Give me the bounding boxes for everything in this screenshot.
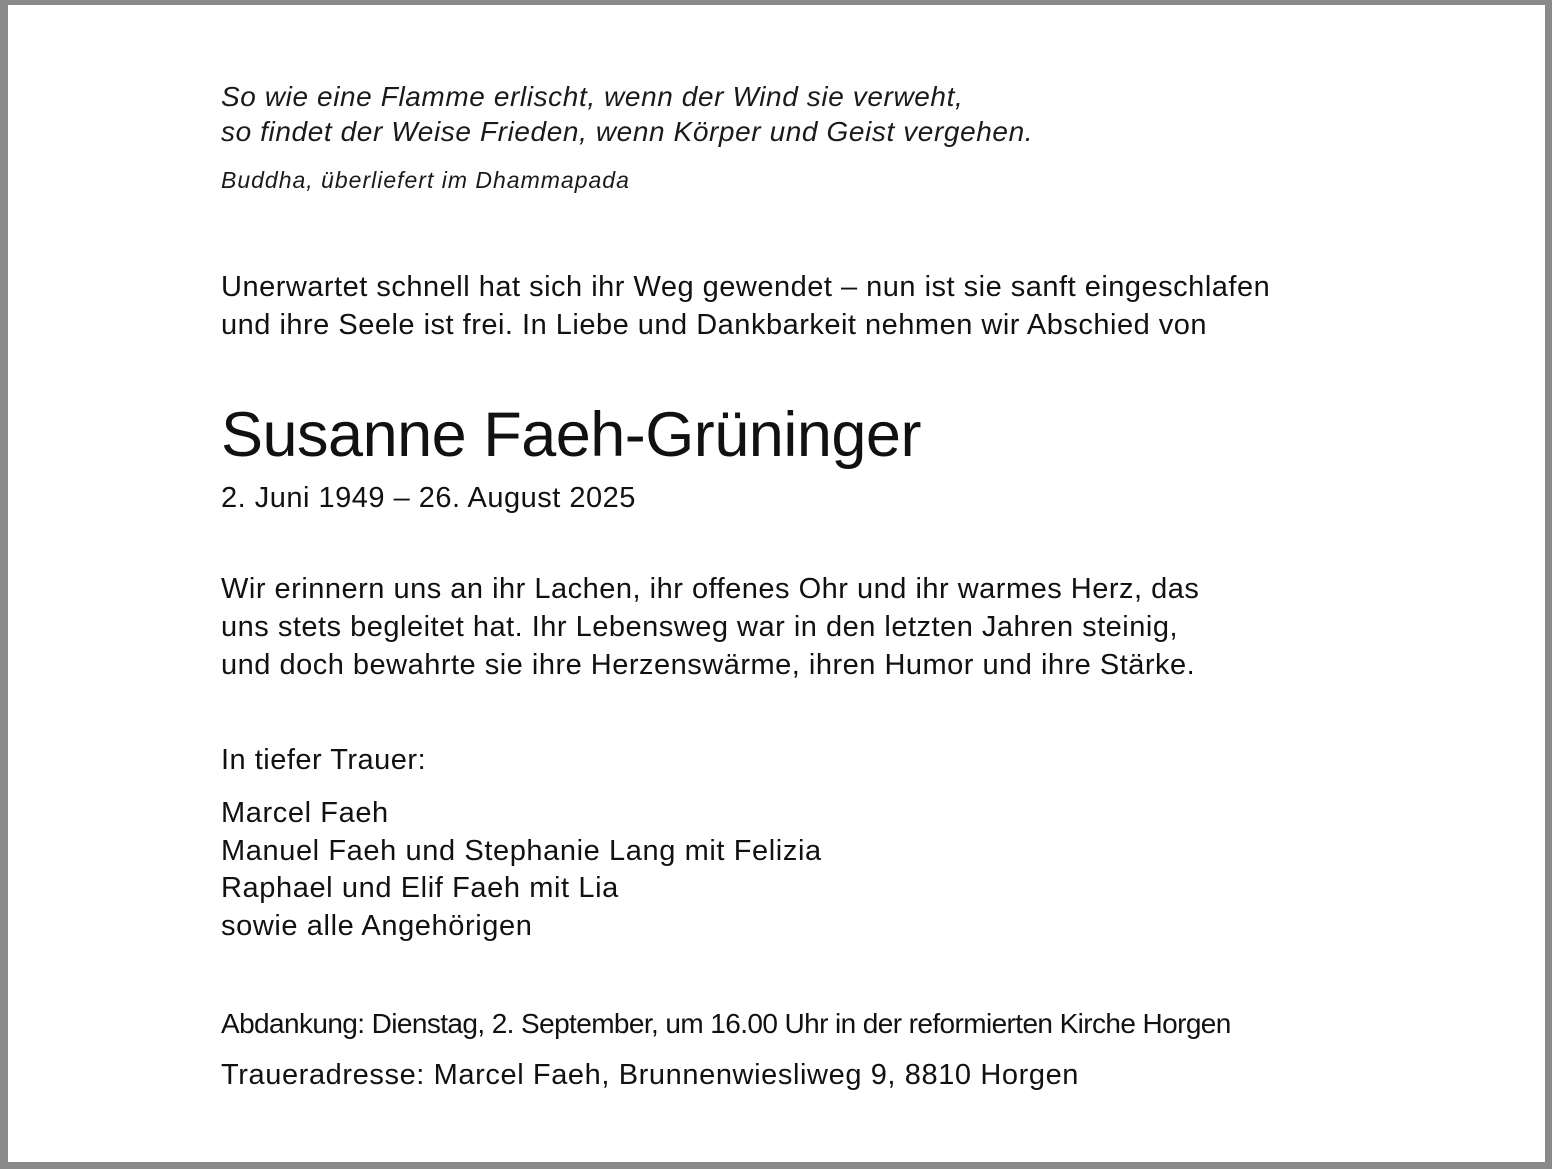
quote-line-2: so findet der Weise Frieden, wenn Körper und Geist vergehen. [221,116,1034,147]
memory-line-1: Wir erinnern uns an ihr Lachen, ihr offenes Ohr und ihr warmes Herz, das [221,573,1200,605]
quote-source: Buddha, überliefert im Dhammapada [221,167,630,193]
mourner-3: Raphael und Elif Faeh mit Lia [221,872,619,904]
mourner-4: sowie alle Angehörigen [221,910,533,942]
mourning-heading: In tiefer Trauer: [221,744,427,776]
intro-line-2: und ihre Seele ist frei. In Liebe und Dankbarkeit nehmen wir Abschied von [221,309,1208,341]
memory-line-2: uns stets begleitet hat. Ihr Lebensweg war in den letzten Jahren steinig, [221,611,1179,643]
mourner-1: Marcel Faeh [221,797,389,829]
memory-line-3: und doch bewahrte sie ihre Herzenswärme, ihren Humor und ihre Stärke. [221,649,1196,681]
ceremony-info: Abdankung: Dienstag, 2. September, um 16.00 Uhr in der reformierten Kirche Horgen [221,1008,1231,1039]
life-dates: 2. Juni 1949 – 26. August 2025 [221,482,636,514]
intro-line-1: Unerwartet schnell hat sich ihr Weg gewendet – nun ist sie sanft eingeschlafen [221,271,1271,303]
deceased-name: Susanne Faeh-Grüninger [221,400,921,470]
mourner-2: Manuel Faeh und Stephanie Lang mit Felizia [221,835,822,867]
quote-line-1: So wie eine Flamme erlischt, wenn der Wind sie verweht, [221,81,964,112]
mourning-address: Traueradresse: Marcel Faeh, Brunnenwiesliweg 9, 8810 Horgen [221,1059,1080,1091]
